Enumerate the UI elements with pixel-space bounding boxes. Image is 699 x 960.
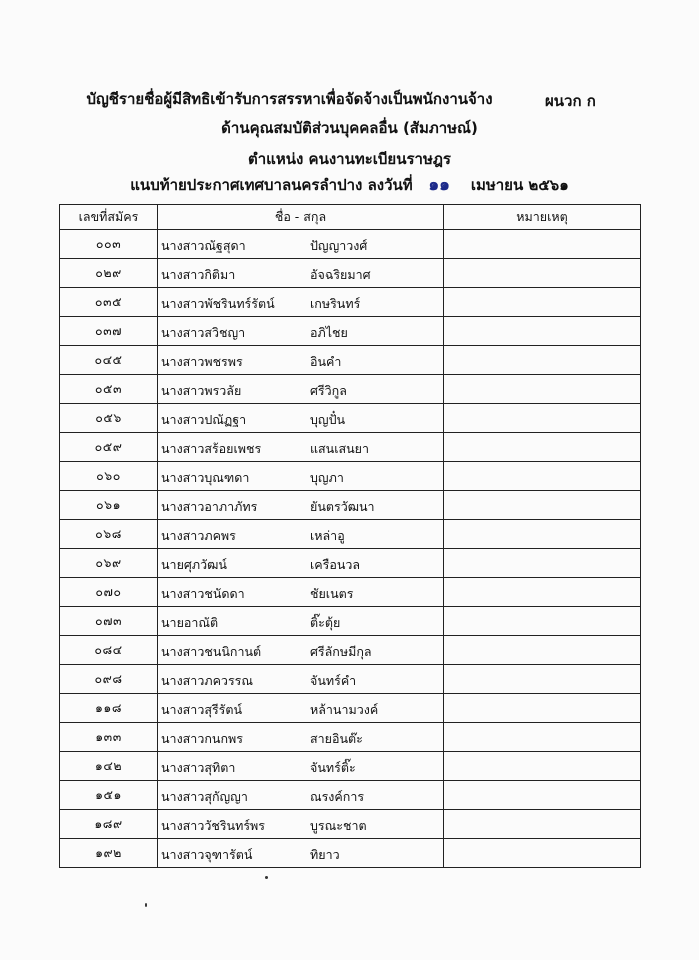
table-row xyxy=(60,346,641,375)
table-body xyxy=(60,230,641,868)
first-name: นางสาวภควรรณ xyxy=(161,673,253,688)
application-number: ๐๖๑ xyxy=(60,491,158,520)
first-name: นางสาวบุณฑดา xyxy=(161,470,250,485)
full-name-cell xyxy=(158,375,444,404)
last-name: ชัยเนตร xyxy=(310,586,354,601)
remarks-cell xyxy=(444,346,641,375)
last-name: ติ๊ะตุ้ย xyxy=(310,615,341,630)
remarks-cell xyxy=(444,491,641,520)
last-name: จันทร์คำ xyxy=(310,673,357,688)
remarks-cell xyxy=(444,433,641,462)
first-name: นางสาวพชรพร xyxy=(161,354,243,369)
full-name-cell xyxy=(158,317,444,346)
last-name: ณรงค์การ xyxy=(310,789,365,804)
first-name: นางสาวกนกพร xyxy=(161,731,243,746)
remarks-cell xyxy=(444,230,641,259)
remarks-cell xyxy=(444,462,641,491)
application-number: ๐๖๙ xyxy=(60,549,158,578)
table-row xyxy=(60,404,641,433)
first-name: นางสาวกิติมา xyxy=(161,267,236,282)
application-number: ๐๕๓ xyxy=(60,375,158,404)
last-name: ศรีลักษมีกุล xyxy=(310,644,372,659)
application-number: ๐๗๐ xyxy=(60,578,158,607)
first-name: นางสาวสุรีรัตน์ xyxy=(161,702,243,717)
application-number: ๑๑๘ xyxy=(60,694,158,723)
first-name: นายอาณัติ xyxy=(161,615,219,630)
table-row xyxy=(60,375,641,404)
remarks-cell xyxy=(444,259,641,288)
last-name: บูรณะชาต xyxy=(310,818,367,833)
table-row xyxy=(60,636,641,665)
full-name-cell xyxy=(158,781,444,810)
application-number: ๐๗๓ xyxy=(60,607,158,636)
first-name: นางสาวอาภาภัทร xyxy=(161,499,258,514)
last-name: เหล่าอู xyxy=(310,528,345,543)
first-name: นางสาวสวิชญา xyxy=(161,325,246,340)
application-number: ๐๒๙ xyxy=(60,259,158,288)
full-name-cell xyxy=(158,288,444,317)
remarks-cell xyxy=(444,288,641,317)
last-name: เกษรินทร์ xyxy=(310,296,361,311)
full-name-cell xyxy=(158,636,444,665)
last-name: แสนเสนยา xyxy=(310,441,370,456)
application-number: ๑๓๓ xyxy=(60,723,158,752)
application-number: ๐๘๔ xyxy=(60,636,158,665)
title-line-2: ด้านคุณสมบัติส่วนบุคคลอื่น (สัมภาษณ์) xyxy=(221,119,478,137)
application-number: ๑๘๙ xyxy=(60,810,158,839)
remarks-cell xyxy=(444,549,641,578)
title-line-4 xyxy=(0,175,699,195)
remarks-cell xyxy=(444,578,641,607)
application-number: ๐๓๕ xyxy=(60,288,158,317)
table-row xyxy=(60,810,641,839)
announcement-day: ๑๑ xyxy=(428,175,450,195)
first-name: นางสาววัชรินทร์พร xyxy=(161,818,266,833)
first-name: นางสาวภคพร xyxy=(161,528,236,543)
full-name-cell xyxy=(158,578,444,607)
full-name-cell xyxy=(158,520,444,549)
first-name: นางสาวจุฑารัตน์ xyxy=(161,847,253,862)
application-number: ๑๔๒ xyxy=(60,752,158,781)
remarks-cell xyxy=(444,839,641,868)
full-name-cell xyxy=(158,259,444,288)
last-name: หล้านามวงค์ xyxy=(310,702,379,717)
title-line-3: ตำแหน่ง คนงานทะเบียนราษฎร xyxy=(248,150,451,168)
remarks-cell xyxy=(444,520,641,549)
scan-speck xyxy=(265,876,268,879)
last-name: อภิไชย xyxy=(310,325,348,340)
first-name: นางสาวชนัดดา xyxy=(161,586,245,601)
full-name-cell xyxy=(158,462,444,491)
application-number: ๐๖๘ xyxy=(60,520,158,549)
last-name: อัจฉริยมาศ xyxy=(310,267,371,282)
full-name-cell xyxy=(158,346,444,375)
application-number: ๐๐๓ xyxy=(60,230,158,259)
full-name-cell xyxy=(158,694,444,723)
table-header-row xyxy=(60,205,641,230)
column-header-name: ชื่อ - สกุล xyxy=(158,205,444,230)
last-name: อินคำ xyxy=(310,354,342,369)
table-row xyxy=(60,752,641,781)
full-name-cell xyxy=(158,752,444,781)
last-name: ยันตรวัฒนา xyxy=(310,499,375,514)
application-number: ๐๕๖ xyxy=(60,404,158,433)
remarks-cell xyxy=(444,665,641,694)
first-name: นางสาวณัฐสุดา xyxy=(161,238,246,253)
remarks-cell xyxy=(444,723,641,752)
last-name: จันทร์ติ๊ะ xyxy=(310,760,356,775)
table-row xyxy=(60,462,641,491)
table-row xyxy=(60,317,641,346)
application-number: ๐๙๘ xyxy=(60,665,158,694)
table-row xyxy=(60,230,641,259)
remarks-cell xyxy=(444,636,641,665)
table-row xyxy=(60,607,641,636)
remarks-cell xyxy=(444,317,641,346)
table-row xyxy=(60,839,641,868)
last-name: ปัญญาวงศ์ xyxy=(310,238,368,253)
column-header-remarks: หมายเหตุ xyxy=(444,205,641,230)
table-row xyxy=(60,433,641,462)
table-row xyxy=(60,723,641,752)
candidate-table xyxy=(59,204,641,868)
scan-speck xyxy=(145,903,147,907)
full-name-cell xyxy=(158,607,444,636)
full-name-cell xyxy=(158,230,444,259)
announcement-prefix: แนบท้ายประกาศเทศบาลนครลำปาง ลงวันที่ xyxy=(130,176,413,194)
first-name: นางสาวพัชรินทร์รัตน์ xyxy=(161,296,275,311)
application-number: ๑๕๑ xyxy=(60,781,158,810)
last-name: ทิยาว xyxy=(310,847,340,862)
application-number: ๑๙๒ xyxy=(60,839,158,868)
annex-label: ผนวก ก xyxy=(545,92,596,110)
table-row xyxy=(60,694,641,723)
table-row xyxy=(60,520,641,549)
first-name: นางสาวสร้อยเพชร xyxy=(161,441,262,456)
remarks-cell xyxy=(444,694,641,723)
table-row xyxy=(60,288,641,317)
first-name: นางสาวชนนิกานต์ xyxy=(161,644,262,659)
announcement-month-year: เมษายน ๒๕๖๑ xyxy=(470,176,569,194)
first-name: นายศุภวัฒน์ xyxy=(161,557,227,572)
table-row xyxy=(60,578,641,607)
last-name: บุญภา xyxy=(310,470,344,485)
application-number: ๐๔๕ xyxy=(60,346,158,375)
table-row xyxy=(60,549,641,578)
application-number: ๐๓๗ xyxy=(60,317,158,346)
full-name-cell xyxy=(158,404,444,433)
full-name-cell xyxy=(158,839,444,868)
last-name: ศรีวิกูล xyxy=(310,383,347,398)
remarks-cell xyxy=(444,781,641,810)
title-line-1: บัญชีรายชื่อผู้มีสิทธิเข้ารับการสรรหาเพื่อจัดจ้างเป็นพนักงานจ้าง xyxy=(86,90,493,108)
last-name: สายอินต๊ะ xyxy=(310,731,363,746)
application-number: ๐๕๙ xyxy=(60,433,158,462)
last-name: เครือนวล xyxy=(310,557,361,572)
first-name: นางสาวสุกัญญา xyxy=(161,789,248,804)
full-name-cell xyxy=(158,665,444,694)
remarks-cell xyxy=(444,607,641,636)
remarks-cell xyxy=(444,404,641,433)
first-name: นางสาวปณัฏฐา xyxy=(161,412,247,427)
full-name-cell xyxy=(158,491,444,520)
table-row xyxy=(60,491,641,520)
full-name-cell xyxy=(158,723,444,752)
last-name: บุญปั๋น xyxy=(310,412,346,427)
application-number: ๐๖๐ xyxy=(60,462,158,491)
full-name-cell xyxy=(158,549,444,578)
table-row xyxy=(60,781,641,810)
remarks-cell xyxy=(444,752,641,781)
full-name-cell xyxy=(158,810,444,839)
first-name: นางสาวพรวลัย xyxy=(161,383,242,398)
table-row xyxy=(60,259,641,288)
full-name-cell xyxy=(158,433,444,462)
first-name: นางสาวสุทิตา xyxy=(161,760,236,775)
table-row xyxy=(60,665,641,694)
column-header-application-no: เลขที่สมัคร xyxy=(60,205,158,230)
remarks-cell xyxy=(444,375,641,404)
remarks-cell xyxy=(444,810,641,839)
